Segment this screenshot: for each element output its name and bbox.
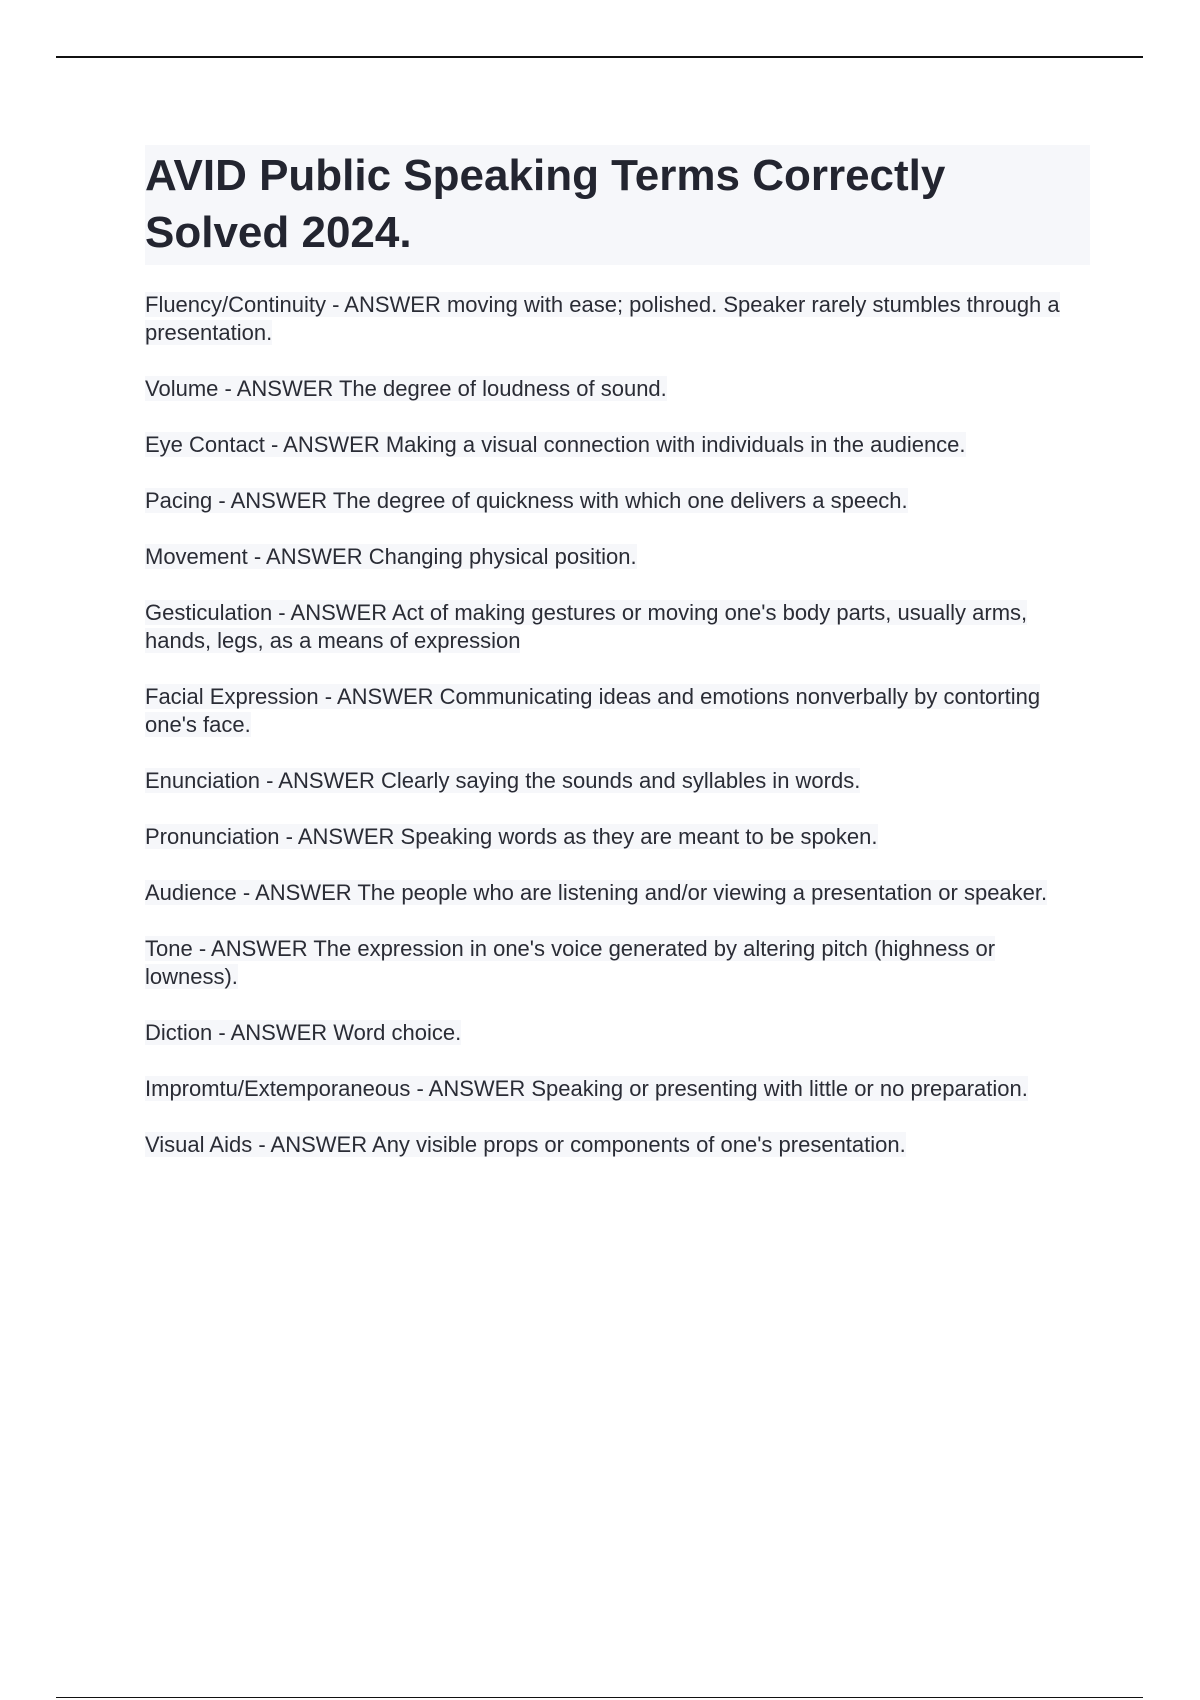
term-entry — [145, 767, 1090, 795]
term-entry-text: Fluency/Continuity - ANSWER moving with ease; polished. Speaker rarely stumbles through a presentation. — [145, 292, 1060, 345]
term-entry — [145, 543, 1090, 571]
term-entry — [145, 375, 1090, 403]
term-entry — [145, 487, 1090, 515]
term-entry — [145, 1019, 1090, 1047]
document-title: AVID Public Speaking Terms Correctly Solved 2024. — [145, 151, 946, 257]
term-entry-text: Movement - ANSWER Changing physical position. — [145, 544, 637, 569]
term-entry-text: Volume - ANSWER The degree of loudness of sound. — [145, 376, 667, 401]
term-entry-text: Enunciation - ANSWER Clearly saying the sounds and syllables in words. — [145, 768, 861, 793]
term-entry-text: Facial Expression - ANSWER Communicating ideas and emotions nonverbally by contorting one's face. — [145, 684, 1041, 737]
term-entry-text: Visual Aids - ANSWER Any visible props or components of one's presentation. — [145, 1132, 906, 1157]
term-entry-text: Eye Contact - ANSWER Making a visual connection with individuals in the audience. — [145, 432, 966, 457]
title-block — [145, 145, 1090, 265]
term-entry-text: Audience - ANSWER The people who are listening and/or viewing a presentation or speaker. — [145, 880, 1048, 905]
term-entry — [145, 291, 1090, 347]
term-entry-text: Pronunciation - ANSWER Speaking words as they are meant to be spoken. — [145, 824, 878, 849]
term-entry — [145, 935, 1090, 991]
term-entry-text: Pacing - ANSWER The degree of quickness with which one delivers a speech. — [145, 488, 908, 513]
term-entry-text: Impromtu/Extemporaneous - ANSWER Speaking or presenting with little or no preparation. — [145, 1076, 1028, 1101]
bottom-divider — [56, 1697, 1143, 1698]
term-entry — [145, 683, 1090, 739]
term-entry — [145, 599, 1090, 655]
term-list — [145, 291, 1090, 1159]
term-entry — [145, 431, 1090, 459]
term-entry — [145, 879, 1090, 907]
term-entry-text: Diction - ANSWER Word choice. — [145, 1020, 462, 1045]
term-entry-text: Tone - ANSWER The expression in one's voice generated by altering pitch (highness or lowness). — [145, 936, 996, 989]
top-divider — [56, 56, 1143, 58]
term-entry — [145, 823, 1090, 851]
term-entry — [145, 1075, 1090, 1103]
document-body — [145, 145, 1090, 1187]
term-entry — [145, 1131, 1090, 1159]
term-entry-text: Gesticulation - ANSWER Act of making gestures or moving one's body parts, usually arms, hands, legs, as a means of expression — [145, 600, 1028, 653]
